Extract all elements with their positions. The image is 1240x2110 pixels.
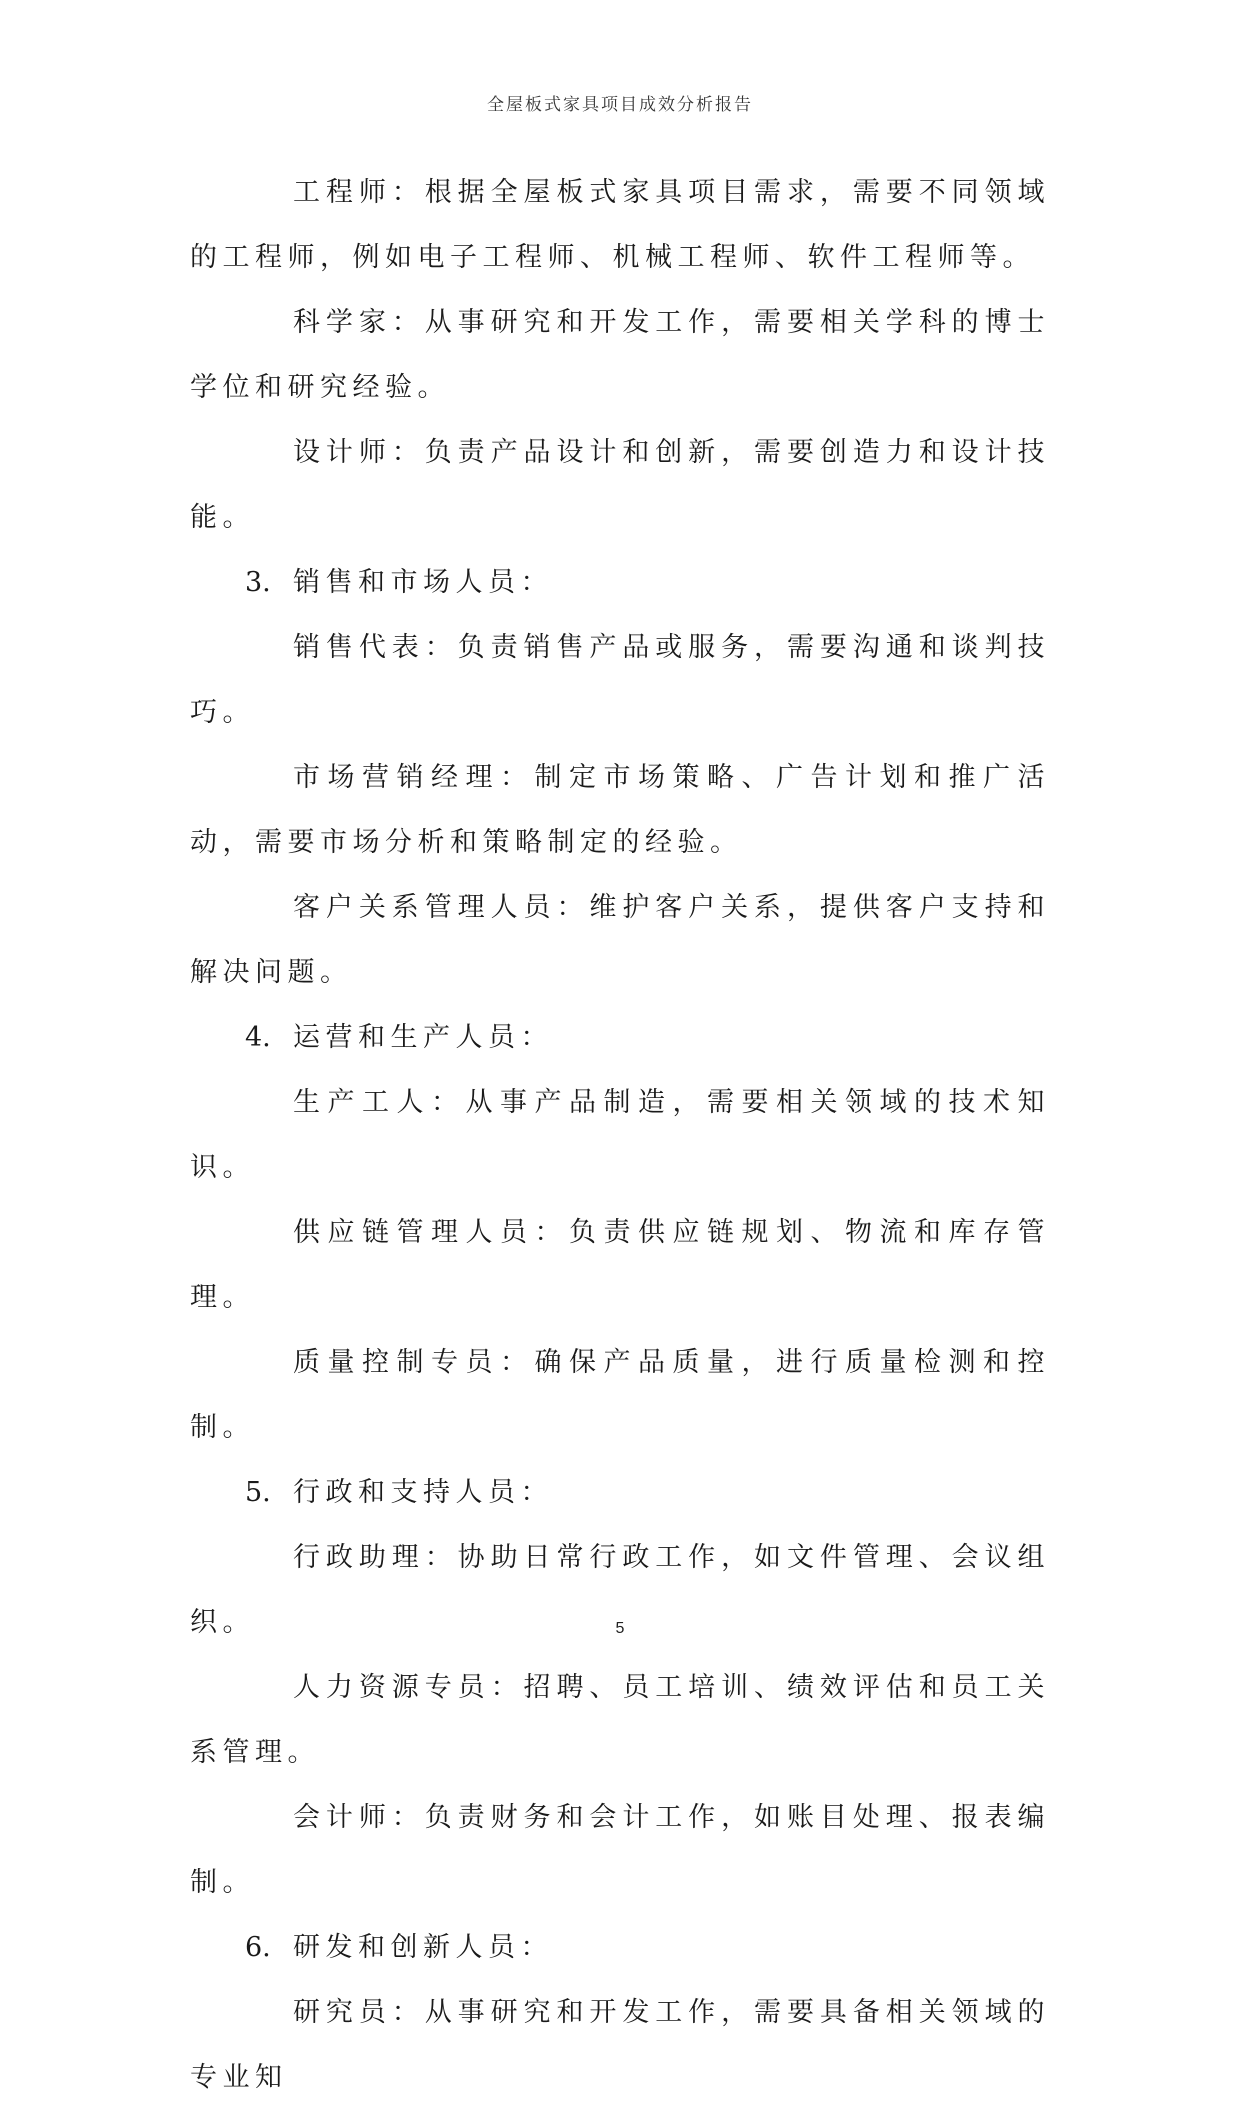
- paragraph-designer: 设计师：负责产品设计和创新，需要创造力和设计技能。: [190, 437, 1050, 533]
- paragraph-researcher: 研究员：从事研究和开发工作，需要具备相关领域的专业知: [190, 1997, 1050, 2093]
- paragraph-accountant: 会计师：负责财务和会计工作，如账目处理、报表编制。: [190, 1802, 1050, 1898]
- list-heading: 行政和支持人员：: [293, 1477, 553, 1508]
- list-item-operations-production: [190, 1005, 1050, 1070]
- list-heading: 销售和市场人员：: [293, 567, 553, 598]
- list-number: 3.: [245, 567, 271, 598]
- paragraph-marketing-manager: 市场营销经理：制定市场策略、广告计划和推广活动，需要市场分析和策略制定的经验。: [190, 762, 1050, 858]
- paragraph-quality-control: 质量控制专员：确保产品质量，进行质量检测和控制。: [190, 1347, 1050, 1443]
- paragraph-admin-assistant: 行政助理：协助日常行政工作，如文件管理、会议组织。: [190, 1542, 1050, 1638]
- document-body: [190, 160, 1050, 2110]
- paragraph-scientist: 科学家：从事研究和开发工作，需要相关学科的博士学位和研究经验。: [190, 307, 1050, 403]
- paragraph-engineer: 工程师：根据全屋板式家具项目需求，需要不同领域的工程师，例如电子工程师、机械工程师、软件工程师等。: [190, 177, 1050, 273]
- list-heading: 运营和生产人员：: [293, 1022, 553, 1053]
- list-number: 6.: [245, 1932, 271, 1963]
- running-header: 全屋板式家具项目成效分析报告: [487, 95, 753, 115]
- list-number: 4.: [245, 1022, 271, 1053]
- list-item-sales-marketing: [190, 550, 1050, 615]
- paragraph-supply-chain: 供应链管理人员：负责供应链规划、物流和库存管理。: [190, 1217, 1050, 1313]
- list-heading: 研发和创新人员：: [293, 1932, 553, 1963]
- paragraph-hr-specialist: 人力资源专员：招聘、员工培训、绩效评估和员工关系管理。: [190, 1672, 1050, 1768]
- list-number: 5.: [245, 1477, 271, 1508]
- list-item-rnd-innovation: [190, 1915, 1050, 1980]
- page-number: 5: [615, 1620, 625, 1637]
- list-item-admin-support: [190, 1460, 1050, 1525]
- paragraph-sales-rep: 销售代表：负责销售产品或服务，需要沟通和谈判技巧。: [190, 632, 1050, 728]
- paragraph-crm-staff: 客户关系管理人员：维护客户关系，提供客户支持和解决问题。: [190, 892, 1050, 988]
- paragraph-production-worker: 生产工人：从事产品制造，需要相关领域的技术知识。: [190, 1087, 1050, 1183]
